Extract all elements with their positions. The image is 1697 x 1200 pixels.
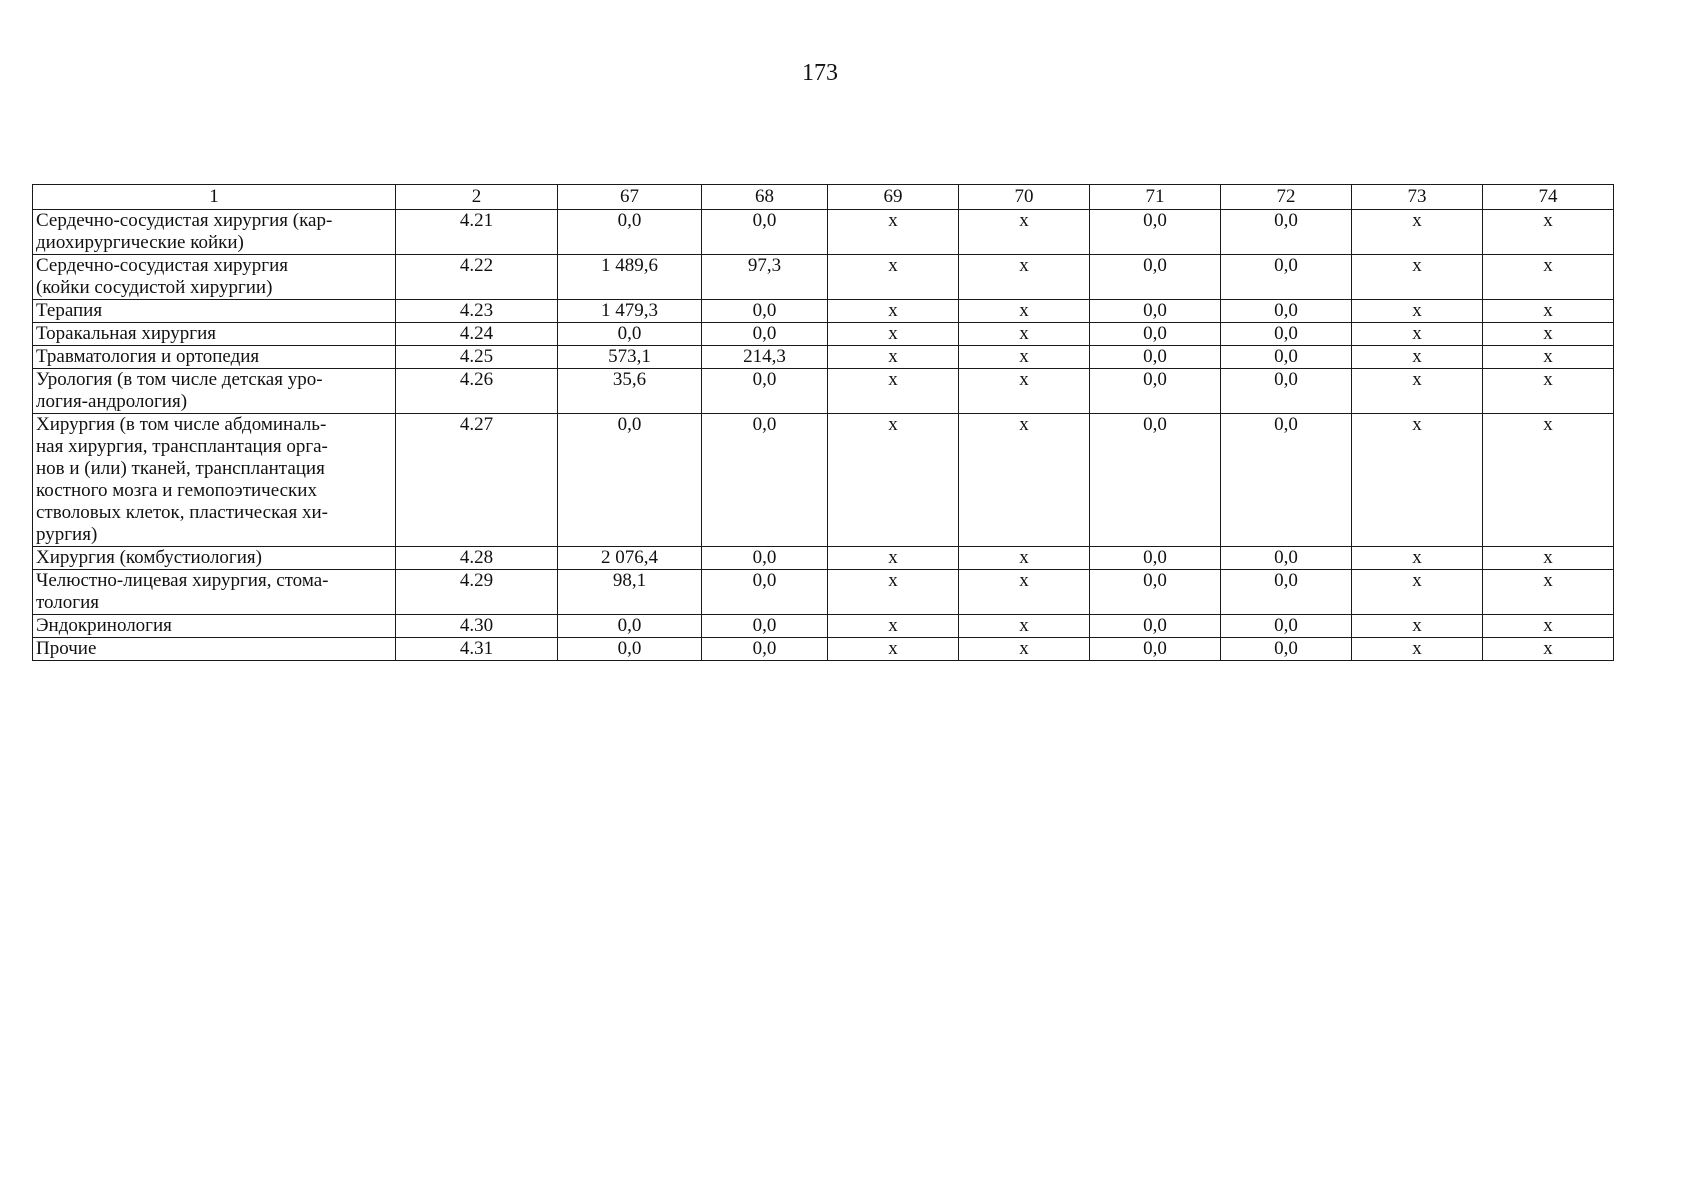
row-value-cell: 0,0 xyxy=(702,210,828,255)
row-name-cell: Терапия xyxy=(33,300,396,323)
row-value-cell: х xyxy=(1352,615,1483,638)
row-value-cell: 0,0 xyxy=(1221,414,1352,547)
header-cell: 1 xyxy=(33,185,396,210)
row-value-cell: х xyxy=(1352,414,1483,547)
row-value-cell: 214,3 xyxy=(702,346,828,369)
row-value-cell: 0,0 xyxy=(1090,369,1221,414)
row-value-cell: х xyxy=(959,255,1090,300)
row-value-cell: 0,0 xyxy=(1221,255,1352,300)
row-value-cell: 0,0 xyxy=(702,414,828,547)
table-row xyxy=(33,638,1614,661)
row-value-cell: 0,0 xyxy=(558,615,702,638)
row-value-cell: 0,0 xyxy=(702,369,828,414)
row-value-cell: 0,0 xyxy=(702,300,828,323)
row-value-cell: х xyxy=(959,369,1090,414)
row-value-cell: х xyxy=(828,346,959,369)
header-cell: 68 xyxy=(702,185,828,210)
table-row xyxy=(33,210,1614,255)
row-name-cell: Прочие xyxy=(33,638,396,661)
row-value-cell: 0,0 xyxy=(1090,300,1221,323)
header-cell: 71 xyxy=(1090,185,1221,210)
row-code-cell: 4.25 xyxy=(396,346,558,369)
table-row xyxy=(33,300,1614,323)
row-value-cell: х xyxy=(1352,346,1483,369)
row-value-cell: 0,0 xyxy=(1221,346,1352,369)
row-code-cell: 4.21 xyxy=(396,210,558,255)
row-name-cell: Торакальная хирургия xyxy=(33,323,396,346)
table-row xyxy=(33,369,1614,414)
row-code-cell: 4.26 xyxy=(396,369,558,414)
row-value-cell: х xyxy=(1483,547,1614,570)
row-value-cell: х xyxy=(959,323,1090,346)
row-code-cell: 4.24 xyxy=(396,323,558,346)
row-value-cell: 0,0 xyxy=(702,323,828,346)
table-row xyxy=(33,255,1614,300)
header-cell: 67 xyxy=(558,185,702,210)
row-value-cell: х xyxy=(828,547,959,570)
row-value-cell: х xyxy=(1483,346,1614,369)
row-value-cell: х xyxy=(1352,570,1483,615)
row-value-cell: х xyxy=(959,615,1090,638)
row-value-cell: х xyxy=(828,300,959,323)
row-value-cell: 0,0 xyxy=(1090,414,1221,547)
row-value-cell: 0,0 xyxy=(1090,638,1221,661)
row-value-cell: 0,0 xyxy=(1090,570,1221,615)
row-value-cell: х xyxy=(1483,323,1614,346)
row-value-cell: х xyxy=(1352,369,1483,414)
row-value-cell: 0,0 xyxy=(1090,210,1221,255)
row-value-cell: х xyxy=(959,638,1090,661)
row-value-cell: х xyxy=(828,369,959,414)
row-value-cell: 2 076,4 xyxy=(558,547,702,570)
row-value-cell: 0,0 xyxy=(1090,615,1221,638)
row-value-cell: х xyxy=(959,346,1090,369)
row-value-cell: х xyxy=(1483,300,1614,323)
row-value-cell: х xyxy=(1352,255,1483,300)
row-name-cell: Сердечно-сосудистая хирургия (кар- диохирургические койки) xyxy=(33,210,396,255)
row-value-cell: 0,0 xyxy=(558,210,702,255)
row-value-cell: 0,0 xyxy=(1221,300,1352,323)
row-value-cell: 0,0 xyxy=(558,638,702,661)
table-row xyxy=(33,570,1614,615)
table-row xyxy=(33,323,1614,346)
row-name-cell: Сердечно-сосудистая хирургия (койки сосудистой хирургии) xyxy=(33,255,396,300)
row-name-cell: Травматология и ортопедия xyxy=(33,346,396,369)
page-number: 173 xyxy=(802,60,838,86)
row-value-cell: х xyxy=(1483,369,1614,414)
row-value-cell: 0,0 xyxy=(702,638,828,661)
header-cell: 72 xyxy=(1221,185,1352,210)
row-value-cell: 0,0 xyxy=(1221,615,1352,638)
row-value-cell: х xyxy=(828,615,959,638)
row-value-cell: х xyxy=(1483,615,1614,638)
row-value-cell: 0,0 xyxy=(702,547,828,570)
row-value-cell: х xyxy=(828,414,959,547)
row-value-cell: 0,0 xyxy=(1090,255,1221,300)
header-cell: 70 xyxy=(959,185,1090,210)
row-value-cell: х xyxy=(1483,210,1614,255)
table-row xyxy=(33,346,1614,369)
row-value-cell: х xyxy=(959,570,1090,615)
row-name-cell: Урология (в том числе детская уро- логия-андрология) xyxy=(33,369,396,414)
row-value-cell: х xyxy=(828,570,959,615)
row-value-cell: 0,0 xyxy=(702,570,828,615)
row-value-cell: х xyxy=(959,210,1090,255)
row-value-cell: 0,0 xyxy=(1090,547,1221,570)
row-value-cell: х xyxy=(1352,323,1483,346)
row-name-cell: Хирургия (в том числе абдоминаль- ная хирургия, трансплантация орга- нов и (или) тканей, трансплантация костного мозга и гемопоэтических стволовых клеток, пластическая хи- рургия) xyxy=(33,414,396,547)
row-value-cell: 573,1 xyxy=(558,346,702,369)
row-code-cell: 4.22 xyxy=(396,255,558,300)
data-table xyxy=(32,184,1614,661)
row-code-cell: 4.28 xyxy=(396,547,558,570)
row-value-cell: 98,1 xyxy=(558,570,702,615)
table-row xyxy=(33,615,1614,638)
row-value-cell: х xyxy=(828,638,959,661)
row-value-cell: 0,0 xyxy=(1221,323,1352,346)
table-row xyxy=(33,547,1614,570)
row-code-cell: 4.30 xyxy=(396,615,558,638)
row-value-cell: х xyxy=(959,414,1090,547)
row-value-cell: 0,0 xyxy=(558,414,702,547)
header-cell: 74 xyxy=(1483,185,1614,210)
row-value-cell: 0,0 xyxy=(1221,369,1352,414)
header-cell: 73 xyxy=(1352,185,1483,210)
row-value-cell: х xyxy=(959,547,1090,570)
row-value-cell: 35,6 xyxy=(558,369,702,414)
row-code-cell: 4.27 xyxy=(396,414,558,547)
row-value-cell: х xyxy=(1483,638,1614,661)
row-value-cell: 0,0 xyxy=(702,615,828,638)
row-value-cell: х xyxy=(828,210,959,255)
row-value-cell: 0,0 xyxy=(1221,210,1352,255)
header-cell: 2 xyxy=(396,185,558,210)
row-value-cell: х xyxy=(1483,255,1614,300)
row-value-cell: 1 479,3 xyxy=(558,300,702,323)
row-code-cell: 4.29 xyxy=(396,570,558,615)
row-value-cell: 0,0 xyxy=(1221,638,1352,661)
row-value-cell: 0,0 xyxy=(1221,547,1352,570)
row-value-cell: х xyxy=(1352,210,1483,255)
row-name-cell: Челюстно-лицевая хирургия, стома- тология xyxy=(33,570,396,615)
row-value-cell: 0,0 xyxy=(1090,346,1221,369)
row-code-cell: 4.31 xyxy=(396,638,558,661)
row-value-cell: х xyxy=(959,300,1090,323)
row-value-cell: х xyxy=(1352,300,1483,323)
row-value-cell: х xyxy=(1483,414,1614,547)
row-value-cell: 0,0 xyxy=(558,323,702,346)
header-cell: 69 xyxy=(828,185,959,210)
row-name-cell: Эндокринология xyxy=(33,615,396,638)
row-code-cell: 4.23 xyxy=(396,300,558,323)
row-value-cell: х xyxy=(828,255,959,300)
row-value-cell: х xyxy=(1352,638,1483,661)
table-row xyxy=(33,414,1614,547)
row-value-cell: 1 489,6 xyxy=(558,255,702,300)
row-value-cell: 0,0 xyxy=(1221,570,1352,615)
row-value-cell: х xyxy=(1483,570,1614,615)
row-name-cell: Хирургия (комбустиология) xyxy=(33,547,396,570)
row-value-cell: х xyxy=(1352,547,1483,570)
row-value-cell: 0,0 xyxy=(1090,323,1221,346)
row-value-cell: х xyxy=(828,323,959,346)
header-row xyxy=(33,185,1614,210)
row-value-cell: 97,3 xyxy=(702,255,828,300)
